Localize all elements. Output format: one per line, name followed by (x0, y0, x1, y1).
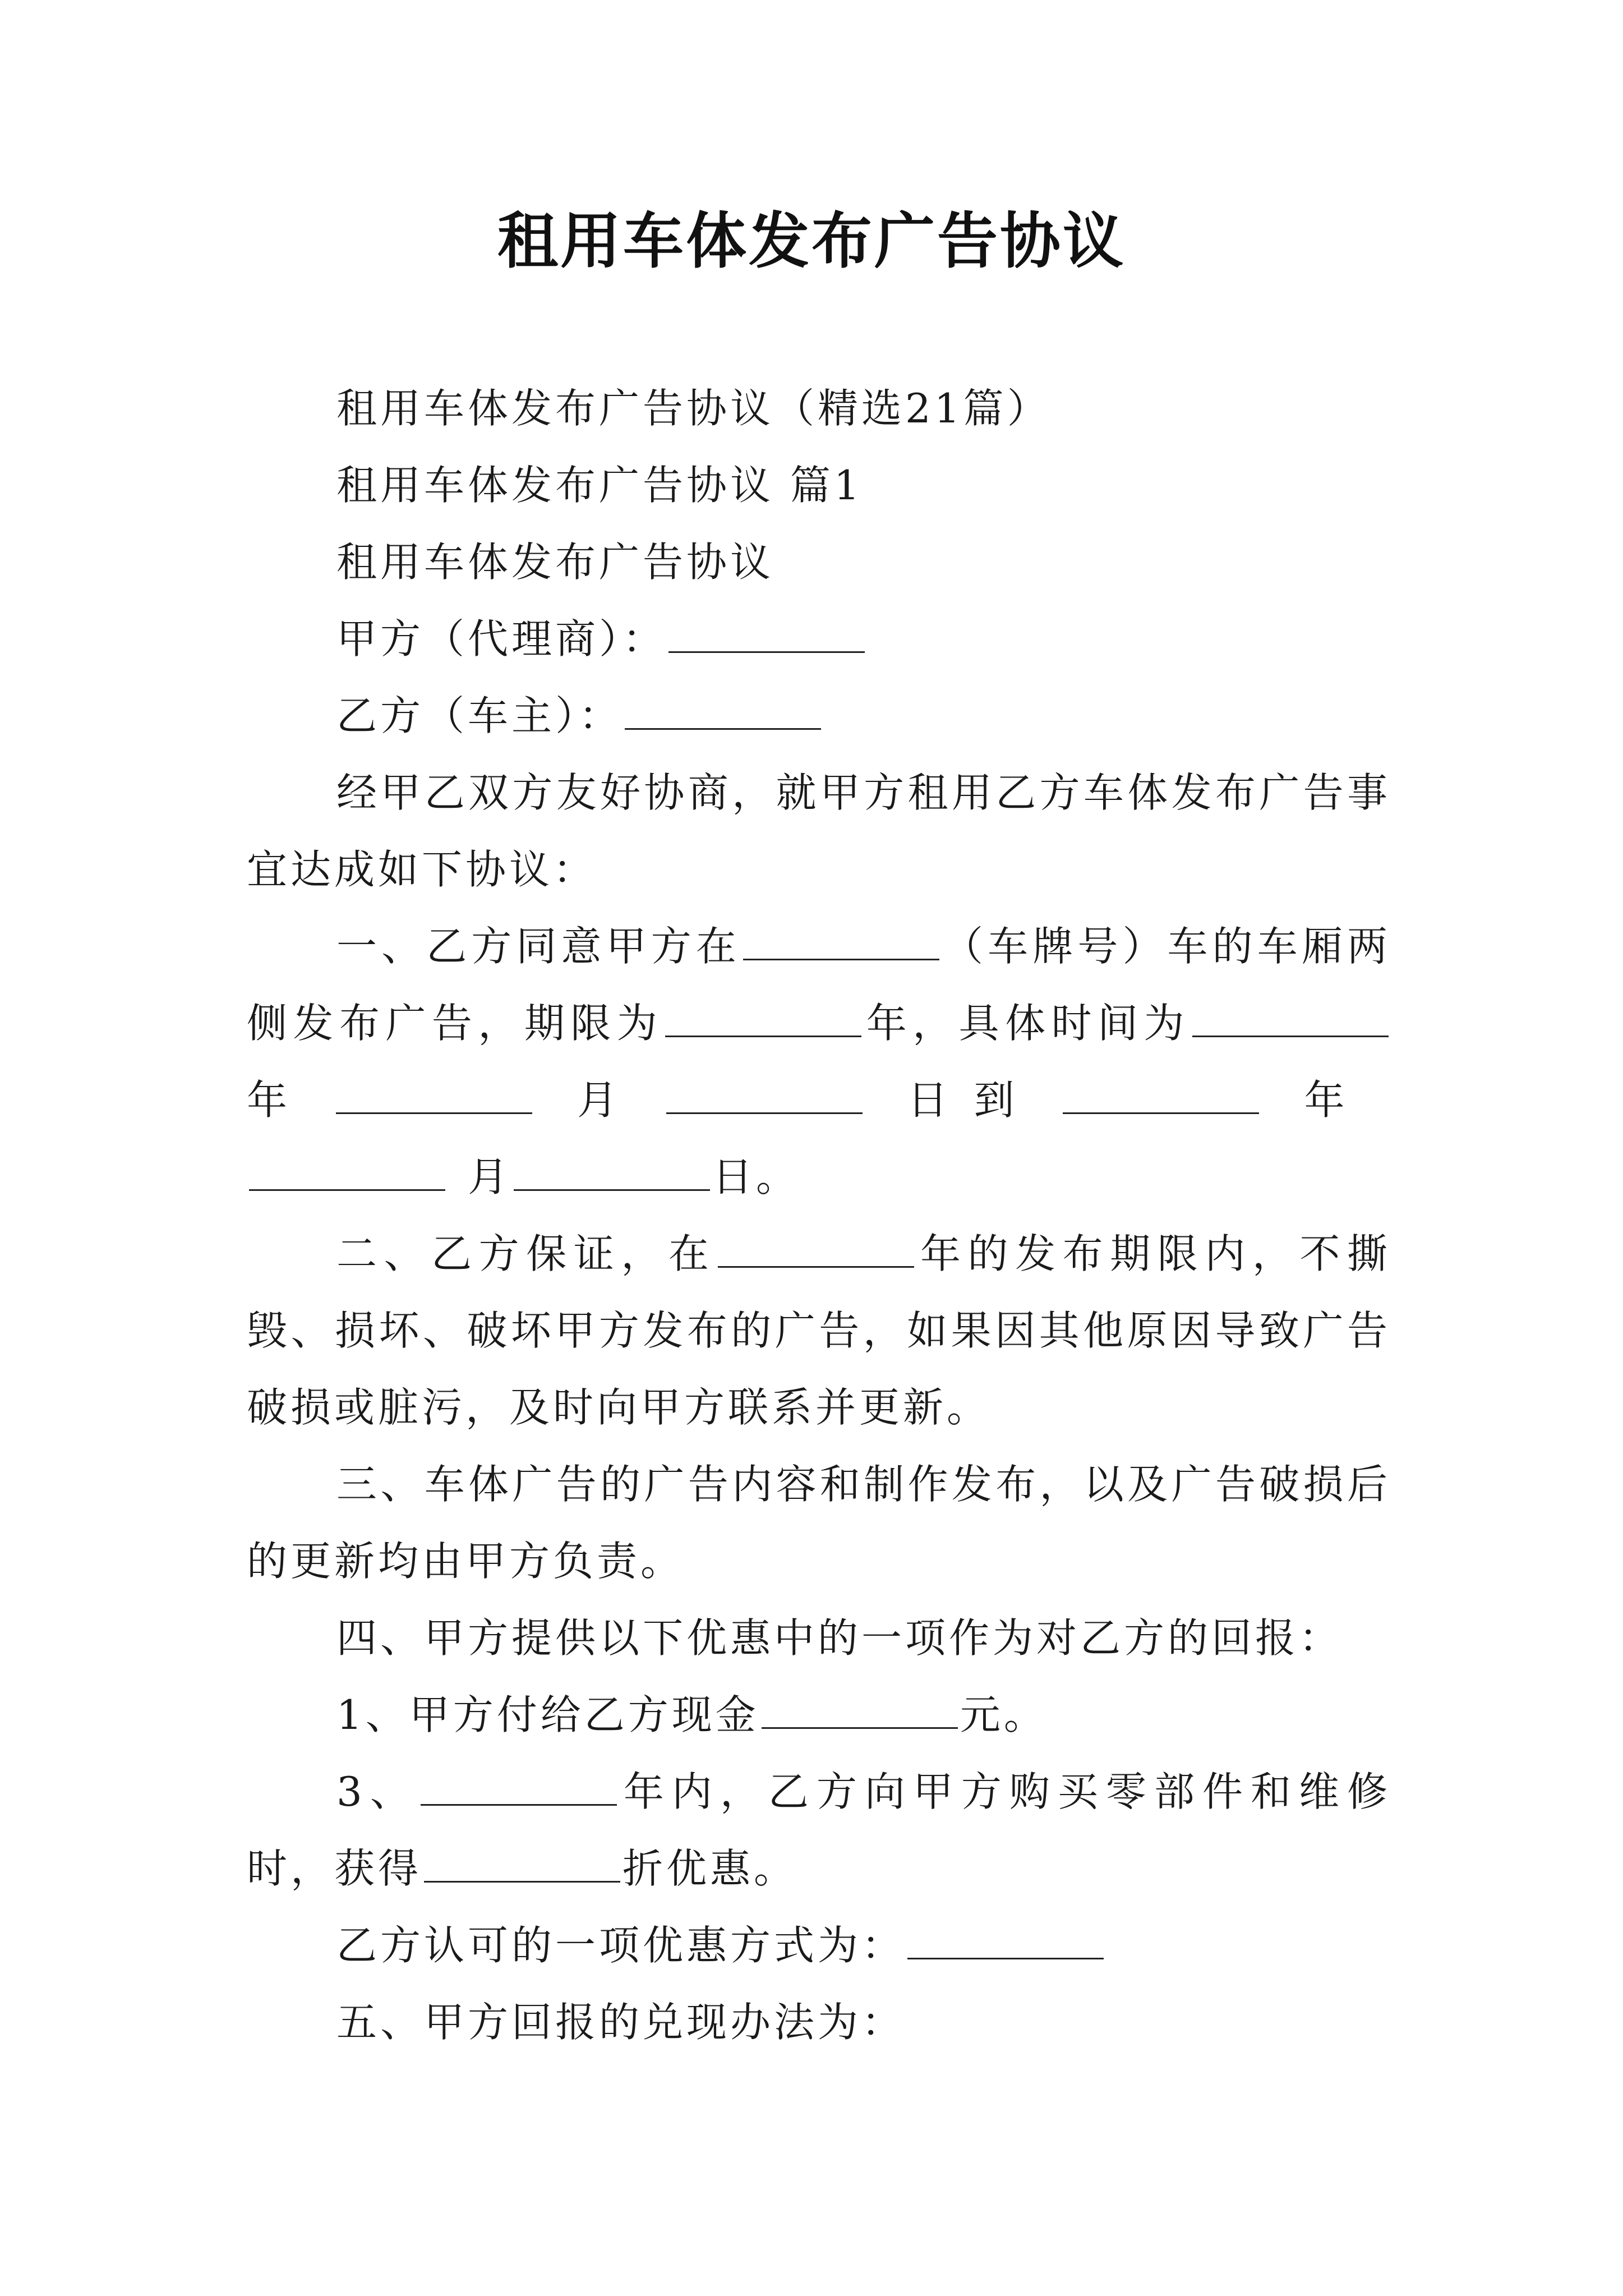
section-heading: 租用车体发布广告协议 篇1 (336, 462, 863, 509)
clause-4-1-text-b: 元。 (960, 1691, 1048, 1738)
end-year-blank (1063, 1074, 1259, 1114)
subtitle-line: 租用车体发布广告协议（精选21篇） (336, 385, 1051, 432)
choice-blank (907, 1920, 1104, 1959)
party-b-blank (625, 690, 821, 730)
clause-1-year-label: 年 (247, 1076, 313, 1124)
clause-4-option-3 (247, 1754, 1391, 1907)
party-a-line (247, 601, 1391, 678)
discount-rate-blank (424, 1843, 620, 1883)
intro-paragraph: 经甲乙双方友好协商，就甲方租用乙方车体发布广告事宜达成如下协议： (247, 769, 1391, 893)
cash-amount-blank (762, 1689, 958, 1729)
clause-2-text-a: 二、乙方保证，在 (336, 1230, 716, 1277)
agreement-name: 租用车体发布广告协议 (336, 539, 774, 586)
discount-years-blank (421, 1766, 617, 1806)
plate-number-blank (743, 921, 939, 960)
clause-1-text-c: 年，具体时间为 (864, 1000, 1190, 1047)
clause-4-choice (247, 1907, 1391, 1984)
clause-1-month-label: 月 (554, 1076, 644, 1124)
clause-2 (247, 1216, 1391, 1446)
document-title: 租用车体发布广告协议 (497, 206, 1126, 277)
clause-3: 三、车体广告的广告内容和制作发布，以及广告破损后的更新均由甲方负责。 (247, 1461, 1391, 1585)
clause-1-month2-label: 月 (468, 1153, 512, 1200)
clause-1-end: 日。 (712, 1153, 800, 1200)
clause-2-text-b: 年的发布期限内，不撕毁、损坏、破坏甲方发布的广告，如果因其他原因导致广告破损或脏污，及时向甲方联系并更新。 (247, 1230, 1391, 1431)
end-day-blank (514, 1151, 710, 1191)
party-a-label: 甲方（代理商）： (336, 615, 667, 662)
term-years-blank (665, 997, 861, 1037)
clause-4-option-1 (247, 1677, 1391, 1754)
party-b-line (247, 678, 1391, 754)
party-a-blank (668, 613, 865, 653)
clause-4-3-text-c: 折优惠。 (623, 1845, 798, 1892)
clause-5: 五、甲方回报的兑现办法为： (336, 1999, 906, 2046)
clause-1-text-b: （车牌号）车的车厢两侧发布广告，期限为 (247, 923, 1391, 1047)
start-year-blank (1192, 997, 1389, 1037)
party-b-label: 乙方（车主）： (336, 692, 623, 739)
clause-1-year2-label: 年 (1281, 1076, 1371, 1124)
clause-1 (247, 908, 1391, 1216)
end-month-blank (249, 1151, 445, 1191)
clause-2-years-blank (718, 1228, 914, 1268)
start-day-blank (666, 1074, 863, 1114)
document-body (247, 370, 1391, 2061)
clause-4-choice-label: 乙方认可的一项优惠方式为： (336, 1922, 906, 1969)
clause-4-3-text-b: 年内，乙方向甲方购买零部件和维修时，获得 (247, 1768, 1391, 1892)
start-month-blank (336, 1074, 532, 1114)
clause-4-3-text-a: 3、 (336, 1768, 418, 1815)
clause-4: 四、甲方提供以下优惠中的一项作为对乙方的回报： (336, 1614, 1343, 1662)
clause-4-1-text-a: 1、甲方付给乙方现金 (336, 1691, 759, 1738)
clause-1-day-to-label: 日到 (884, 1076, 1040, 1124)
clause-1-text-a: 一、乙方同意甲方在 (336, 923, 741, 970)
